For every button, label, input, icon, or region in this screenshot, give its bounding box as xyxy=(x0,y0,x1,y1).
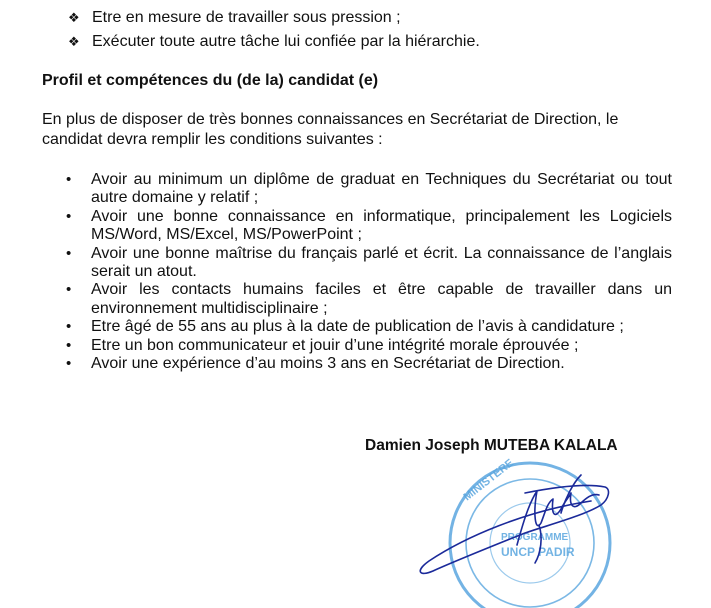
list-item xyxy=(66,171,672,208)
bullet-icon: • xyxy=(66,336,72,354)
section-title: Profil et compétences du (de la) candidat (e) xyxy=(42,72,379,89)
task-text: Exécuter toute autre tâche lui confiée par la hiérarchie. xyxy=(92,33,480,50)
stamp-text: MINISTERE xyxy=(461,457,517,504)
condition-text: Avoir les contacts humains faciles et être capable de travailler dans un environnement multidisciplinaire ; xyxy=(91,281,672,317)
list-item xyxy=(66,245,672,282)
list-item xyxy=(66,281,672,318)
official-stamp-icon xyxy=(405,453,645,608)
intro-paragraph: En plus de disposer de très bonnes connaissances en Secrétariat de Direction, le candidat devra remplir les conditions suivantes : xyxy=(42,111,619,148)
bullet-icon: • xyxy=(66,171,72,188)
condition-text: Etre un bon communicateur et jouir d’une intégrité morale éprouvée ; xyxy=(91,336,579,354)
list-item xyxy=(68,6,480,30)
condition-text: Avoir une expérience d’au moins 3 ans en Secrétariat de Direction. xyxy=(91,355,565,373)
bullet-icon: • xyxy=(66,281,72,299)
diamond-bullet-icon: ❖ xyxy=(68,10,80,25)
list-item xyxy=(66,208,672,245)
bullet-icon: • xyxy=(66,244,72,262)
stamp-text: UNCP PADIR xyxy=(501,545,575,559)
bullet-icon: • xyxy=(66,318,72,336)
condition-text: Avoir au minimum un diplôme de graduat en Techniques du Secrétariat ou tout autre domaine y relatif ; xyxy=(91,171,672,207)
conditions-list xyxy=(66,171,672,373)
condition-text: Avoir une bonne connaissance en informatique, principalement les Logiciels MS/Word, MS/Excel, MS/PowerPoint ; xyxy=(91,207,672,244)
condition-text: Avoir une bonne maîtrise du français parlé et écrit. La connaissance de l’anglais serait un atout. xyxy=(91,244,672,281)
task-list xyxy=(68,6,480,54)
signatory-name: Damien Joseph MUTEBA KALALA xyxy=(365,437,618,454)
bullet-icon: • xyxy=(66,355,72,373)
list-item xyxy=(68,30,480,54)
list-item xyxy=(66,337,672,355)
diamond-bullet-icon: ❖ xyxy=(68,34,80,49)
stamp-text: PROGRAMME xyxy=(501,532,569,543)
list-item xyxy=(66,355,672,373)
condition-text: Etre âgé de 55 ans au plus à la date de publication de l’avis à candidature ; xyxy=(91,318,624,336)
list-item xyxy=(66,318,672,336)
bullet-icon: • xyxy=(66,207,72,225)
task-text: Etre en mesure de travailler sous pression ; xyxy=(92,9,401,26)
stamp-and-signature xyxy=(405,453,645,608)
